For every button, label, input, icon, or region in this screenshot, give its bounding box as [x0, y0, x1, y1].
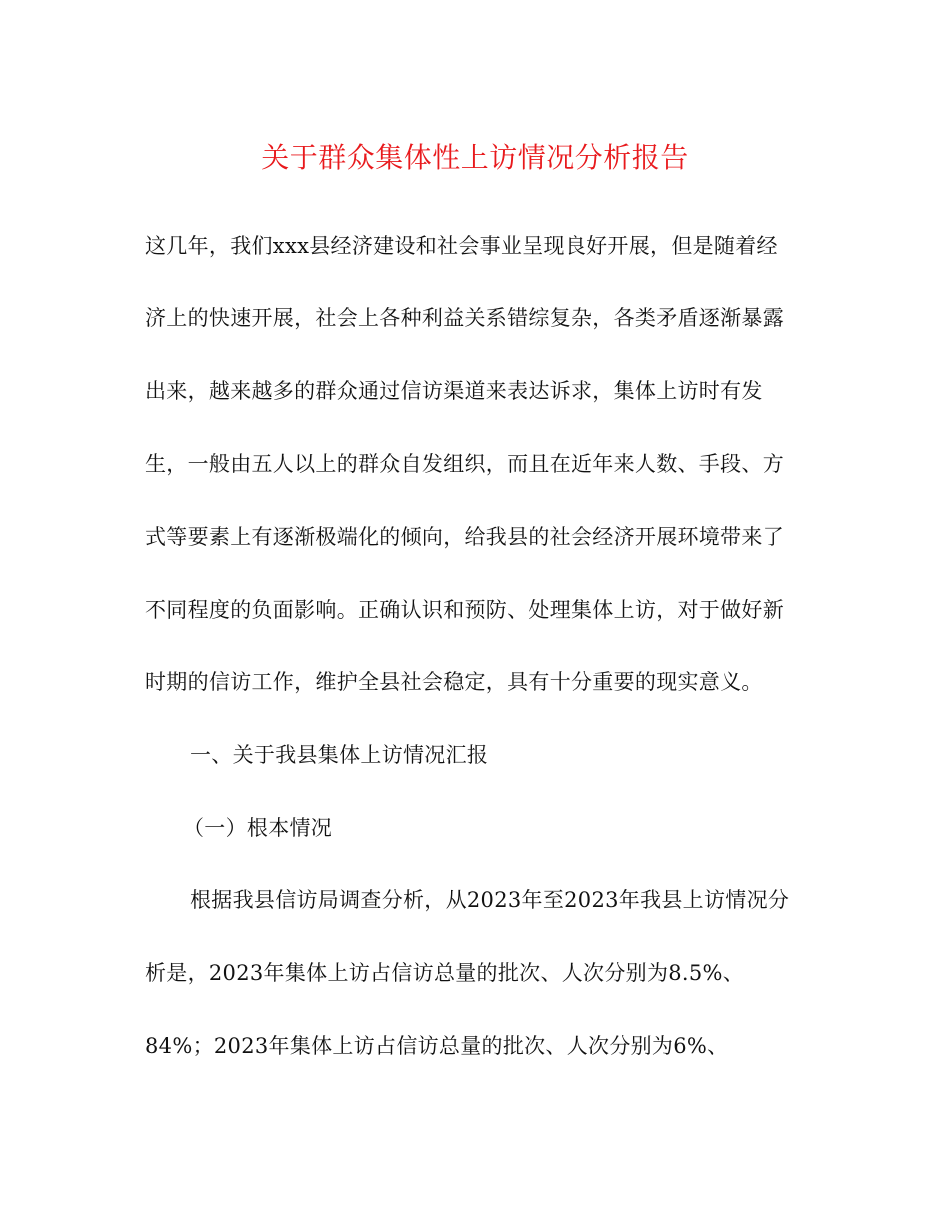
body-line-2: 济上的快速开展，社会上各种利益关系错综复杂，各类矛盾逐渐暴露	[145, 306, 784, 330]
body-line-8: 根据我县信访局调查分析，从2023年至2023年我县上访情况分	[190, 888, 790, 912]
body-line-6: 不同程度的负面影响。正确认识和预防、处理集体上访，对于做好新	[145, 598, 784, 622]
body-line-3: 出来，越来越多的群众通过信访渠道来表达诉求，集体上访时有发	[145, 379, 763, 403]
body-line-9: 析是，2023年集体上访占信访总量的批次、人次分别为8.5%、	[145, 961, 745, 985]
body-line-10: 84%；2023年集体上访占信访总量的批次、人次分别为6%、	[145, 1034, 729, 1058]
body-line-7: 时期的信访工作，维护全县社会稳定，具有十分重要的现实意义。	[145, 670, 763, 694]
body-line-4: 生，一般由五人以上的群众自发组织，而且在近年来人数、手段、方	[145, 452, 784, 476]
section-heading-1: 一、关于我县集体上访情况汇报	[190, 743, 489, 767]
subsection-heading-1: （一）根本情况	[183, 816, 333, 840]
body-line-5: 式等要素上有逐渐极端化的倾向，给我县的社会经济开展环境带来了	[145, 525, 784, 549]
body-line-1: 这几年，我们xxx县经济建设和社会事业呈现良好开展，但是随着经	[145, 234, 778, 258]
document-title: 关于群众集体性上访情况分析报告	[261, 141, 689, 174]
